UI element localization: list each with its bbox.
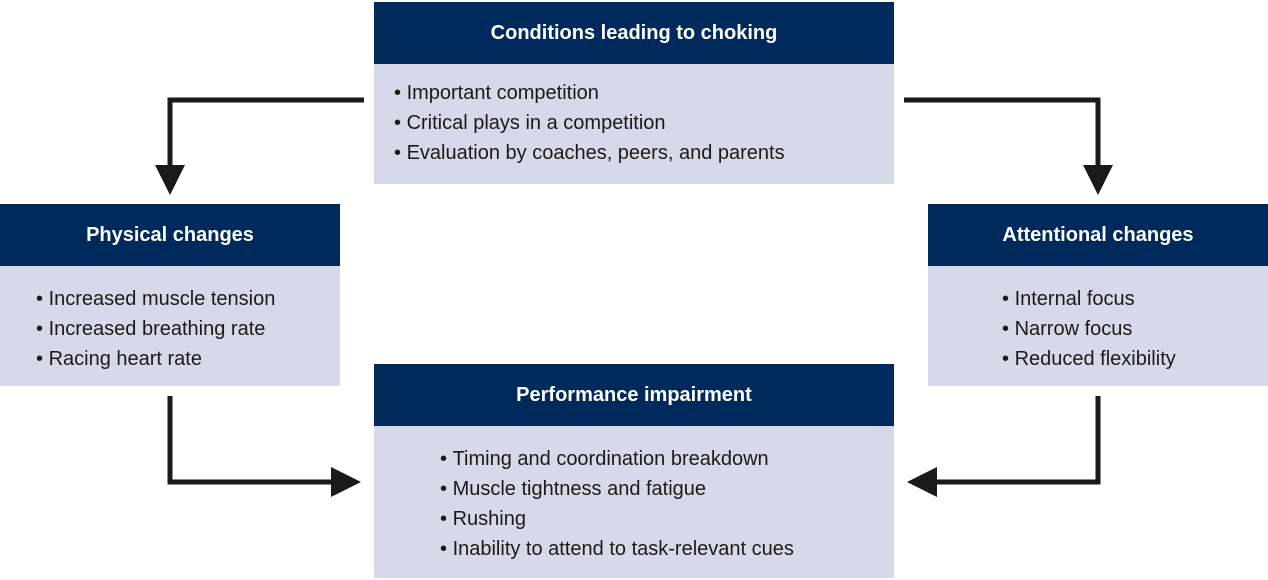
conditions-box-title: Conditions leading to choking xyxy=(374,2,894,64)
attentional-changes-box-title: Attentional changes xyxy=(928,204,1268,266)
physical-changes-box-title: Physical changes xyxy=(0,204,340,266)
physical-changes-box xyxy=(0,204,340,386)
performance-impairment-box-body xyxy=(374,426,894,578)
list-item: • Inability to attend to task-relevant cues xyxy=(440,534,894,564)
attentional-changes-box-body xyxy=(928,266,1268,386)
performance-impairment-list xyxy=(440,444,894,564)
performance-impairment-box-title: Performance impairment xyxy=(374,364,894,426)
list-item: • Internal focus xyxy=(1002,284,1268,314)
list-item: • Rushing xyxy=(440,504,894,534)
list-item: • Increased muscle tension xyxy=(36,284,340,314)
attentional-changes-list xyxy=(1002,284,1268,374)
arrow-top-to-right xyxy=(904,100,1098,180)
physical-changes-list xyxy=(36,284,340,374)
list-item: • Important competition xyxy=(394,78,894,108)
list-item: • Racing heart rate xyxy=(36,344,340,374)
performance-impairment-box xyxy=(374,364,894,578)
list-item: • Critical plays in a competition xyxy=(394,108,894,138)
list-item: • Narrow focus xyxy=(1002,314,1268,344)
conditions-box xyxy=(374,2,894,184)
list-item: • Increased breathing rate xyxy=(36,314,340,344)
conditions-box-body xyxy=(374,64,894,184)
list-item: • Evaluation by coaches, peers, and parents xyxy=(394,138,894,168)
list-item: • Muscle tightness and fatigue xyxy=(440,474,894,504)
arrow-left-to-bottom xyxy=(170,396,346,482)
list-item: • Reduced flexibility xyxy=(1002,344,1268,374)
arrow-right-to-bottom xyxy=(922,396,1098,482)
physical-changes-box-body xyxy=(0,266,340,386)
arrow-top-to-left xyxy=(170,100,364,180)
conditions-list xyxy=(394,78,894,168)
list-item: • Timing and coordination breakdown xyxy=(440,444,894,474)
attentional-changes-box xyxy=(928,204,1268,386)
